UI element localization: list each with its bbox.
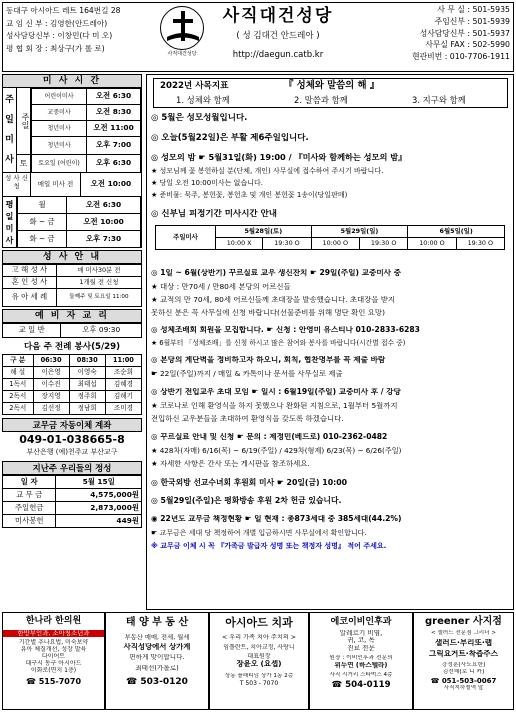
ad-ent-clinic <box>309 612 413 710</box>
ad-phone: ☎ 051-503-0067 <box>430 676 497 685</box>
mass-time: 오후 7:00 <box>87 137 141 155</box>
finance-value: 5월 15일 <box>56 476 142 489</box>
ad-name: 태 양 부 동 산 <box>125 617 189 628</box>
retreat-cell: 10:00 O <box>311 238 359 250</box>
sacrament-key: 유 아 세 례 <box>3 289 57 307</box>
left-column <box>2 74 142 610</box>
catechumen-value: 오후 09:30 <box>61 324 142 338</box>
retreat-head: 6월5일(일) <box>408 226 505 238</box>
service-cell: 이영숙 <box>69 367 105 379</box>
ad-line: 김선해(로 니 카) <box>442 669 485 676</box>
notice-item: ★ 당일 오전 10:00미사는 없습니다. <box>151 179 263 187</box>
service-title: 다음 주 전례 봉사(5/29) <box>23 342 121 352</box>
ad-line: 편하게 맞이합니다. <box>129 653 185 661</box>
ad-line: 임플란트, 치아교정, 사랑니 <box>223 644 295 652</box>
header-council: 평 협 회 장 : 최상구(가 롤 로) <box>6 43 105 53</box>
ad-line: 최태선(가롤로) <box>135 664 179 672</box>
sacrament-title: 성 사 안 내 <box>2 250 142 264</box>
notice-item: ◎ 성체조배회 회원을 모집합니다. ☛ 신청 : 안영미 유스티나 010-2833-6283 <box>151 326 420 334</box>
header-pastor: 교 임 신 부 : 김영한(안드레아) <box>6 18 108 28</box>
finance-key: 미사봉헌 <box>3 515 56 528</box>
ad-line: 다이어트 <box>41 653 66 661</box>
notice-item: ◉ 22년도 교무금 책정현황 ☛ 일 현재 : 총873세대 중 385세대(44.2%) <box>151 515 402 523</box>
service-cell: 해 설 <box>3 367 34 379</box>
ad-phone: ☎ 515-7070 <box>25 676 82 686</box>
finance-value: 2,873,000원 <box>56 502 142 515</box>
contact-assistant: 성사담당신부 : 501-5937 <box>419 28 510 38</box>
notice-item: ※ 교무금 이체 시 꼭 『가족금 발급자 성명 또는 책정자 성명』 적어 주세요. <box>151 542 387 550</box>
service-cell: 정남희 <box>69 403 105 415</box>
notice-item: ◎ 5월은 성모성월입니다. <box>151 113 248 123</box>
pastoral-theme-box <box>153 78 508 108</box>
theme-goal-3: 3. 지구와 함께 <box>412 95 466 105</box>
weekday-mass-label: 평 일 미 사 <box>3 196 17 247</box>
notice-item: ◎ 상반기 전입교우 초대 모임 ☛ 일시 : 6월19일(주일) 교중미사 후 / 강당 <box>151 388 401 396</box>
mass-who: 토요일 (어린이) <box>32 155 87 173</box>
ad-line: 대구시 동구 아시아드 <box>25 660 82 668</box>
ad-name: greener 사지점 <box>425 616 502 627</box>
finance-table <box>2 475 142 528</box>
service-cell: 2독서 <box>3 403 34 415</box>
retreat-cell: 19:30 O <box>456 238 504 250</box>
contact-office: 사 무 실 : 501-5935 <box>437 5 510 14</box>
catechumen-table <box>2 323 142 338</box>
notice-item: ★ 6월부터 「성체조배」를 신청 하시고 많은 참여와 봉사를 바랍니다(시간별 접수 중) <box>151 339 406 347</box>
service-table <box>2 354 142 415</box>
service-head: 06:30 <box>33 355 69 367</box>
service-cell: 김해기 <box>105 391 141 403</box>
catechumen-title: 예 비 자 교 리 <box>2 309 142 323</box>
sacrament-value: 둘째주 및 토요일 11:00 <box>56 289 141 307</box>
mass-who: 청년미사 <box>32 137 87 155</box>
service-cell: 조순희 <box>105 367 141 379</box>
header-address: 동대구 아시아드 레트 164번길 28 <box>6 6 121 15</box>
theme-year: 2022년 사목지표 <box>160 81 229 91</box>
mass-time: 오후 6:30 <box>87 155 141 173</box>
confession-when: 매일 미사 전 <box>31 172 81 196</box>
notice-item: ◎ 꾸르실료 안내 및 신청 ☛ 문의 : 제정민(베드로) 010-2362-0482 <box>151 433 388 441</box>
page-title: 사직대건성당 <box>222 6 334 26</box>
ad-line: 유아 체질개선, 성장 발육 <box>20 646 87 654</box>
notice-item: ◎ 오늘(5월22일)은 부활 제6주일입니다. <box>151 133 309 143</box>
ad-line: 사직지하철역 앞 <box>443 685 484 692</box>
service-cell: 최태섭 <box>69 379 105 391</box>
service-cell: 정주희 <box>69 391 105 403</box>
ad-line: 강정훈(사도요한) <box>441 662 486 669</box>
account-holder: 부산은행 (예)천주교 부산교구 <box>26 448 118 456</box>
service-head: 11:00 <box>105 355 141 367</box>
notice-item: ★ 428차(자매) 6/16(목) ~ 6/19(주일) / 429차(형제) 6/23(목) ~ 6/26(주일) <box>151 447 402 455</box>
service-cell: 1독서 <box>3 379 34 391</box>
mass-who: 어린이미사 <box>32 89 87 105</box>
notice-item: 전입하신 교우분들을 초대하여 환영식을 갖도록 하겠습니다. <box>151 415 344 423</box>
service-cell: 2독서 <box>3 391 34 403</box>
service-head: 08:30 <box>69 355 105 367</box>
logo-caption: 사직대건성당 <box>167 51 197 57</box>
contact-door-code: 현관비번 : 010-7706-1911 <box>412 52 510 62</box>
confession-label: 성 사 신 청 <box>3 172 31 196</box>
notice-item: ◎ 성모의 밤 ☛ 5월31일(화) 19:00 / 『미사와 함께하는 성모의 밤』 <box>151 153 407 162</box>
sacrament-key: 혼 인 성 사 <box>3 277 57 289</box>
weekday-day: 화 ~ 금 <box>18 214 67 231</box>
ad-line: 사직성당에서 상가계 <box>123 643 191 652</box>
ad-line: 기간별 추나요법, 미숙보약 <box>18 639 89 647</box>
notice-item: ◎ 5월29일(주일)은 평화방송 후원 2차 헌금 있습니다. <box>151 496 342 505</box>
finance-title: 지난주 우리들의 정성 <box>2 461 142 475</box>
notice-item: ☛ 22일(주일)까지 / 매일 & 카톡이나 문서를 사무실로 제출 <box>151 370 343 378</box>
notice-item: ★ 자세한 사항은 간사 또는 게시판을 참조하세요. <box>151 460 310 468</box>
ad-line: 진료 전문 <box>347 645 375 653</box>
theme-goal-2: 2. 말씀과 함께 <box>294 95 348 105</box>
notice-item: ◎ 신부님 피정기간 미사시간 안내 <box>151 209 277 219</box>
notice-item: ★ 교적의 만 70세, 80세 어르신들께 초대장을 발송했습니다. 초대장을 받지 <box>151 296 396 304</box>
notice-item: 못하신 분은 꼭 사무실에 신청 바랍니다(선물준비를 위해 명단 확인 요망) <box>151 309 385 317</box>
cross-icon <box>161 7 204 50</box>
retreat-label: 주일미사 <box>156 226 216 250</box>
account-number: 049-01-038665-8 <box>19 433 125 446</box>
notice-item: ★ 준비물: 묵주, 봉헌꽃, 봉헌초 및 개인 봉헌꽃 1송이(당일판매) <box>151 191 348 199</box>
ad-name: 에코이비인후과 <box>330 617 392 627</box>
catechumen-key: 교 일 반 <box>3 324 61 338</box>
weekday-mass-table <box>17 196 141 248</box>
service-head: 구 분 <box>3 355 34 367</box>
mass-time: 오전 8:30 <box>87 105 141 121</box>
notice-item: ★ 대상 : 만70세 / 만80세 본당의 어르신들 <box>151 283 291 291</box>
finance-key: 교 무 금 <box>3 489 56 502</box>
sunday-mass-label: 주 일 미 사 <box>3 88 17 172</box>
ad-phone: ☎ 503-0120 <box>126 677 188 688</box>
weekday-day: 월 <box>18 197 67 214</box>
sacrament-value: 1개월 전 신청 <box>56 277 141 289</box>
retreat-head: 5월28일(토) <box>216 226 312 238</box>
ad-line: 한방부인과, 소아청소년과 <box>3 630 104 638</box>
mass-who: 교중미사 <box>32 105 87 121</box>
ad-line: < 우리 가족 치아 주치의 > <box>222 633 296 641</box>
notice-item: ◎ 한국외방 선교수녀회 후원회 미사 ☛ 20일(금) 10:00 <box>151 478 348 487</box>
service-cell: 김혜경 <box>105 379 141 391</box>
ad-line: 알레르기 비염, <box>339 629 383 637</box>
ad-line: 대표원장 <box>247 653 271 661</box>
theme-title: 『 성체와 말씀의 해 』 <box>284 80 380 91</box>
mass-group-sunday: 주일 <box>17 88 31 154</box>
confession-time: 오전 10:00 <box>81 172 141 196</box>
ad-salad-shop <box>413 612 514 710</box>
ad-line: 장윤오 (요셉) <box>236 660 282 669</box>
sacrament-table <box>2 264 142 307</box>
mass-title: 미 사 시 간 <box>2 74 142 88</box>
page-subtitle: ( 성 김대건 안드레아 ) <box>236 31 320 41</box>
ad-line: 사직 시거리 스타벅스 4층 <box>329 671 393 678</box>
ad-oriental-clinic <box>2 612 105 710</box>
ad-line: 그릭요거트·착즙주스 <box>429 650 498 659</box>
ad-real-estate <box>105 612 209 710</box>
ad-phone: ☎ 504-0119 <box>331 680 391 691</box>
notice-item: ◎ 본당의 계단벽을 정비하고자 하오니, 회칙, 협찬명부를 꼭 제출 바람 <box>151 356 386 364</box>
ad-dental <box>209 612 309 710</box>
ad-line: 이화로(면지 1층) <box>30 667 77 675</box>
finance-key: 주일헌금 <box>3 502 56 515</box>
header-left-info <box>6 5 156 55</box>
header-assistant: 성사담당신부 : 이창민(다 미 오) <box>6 31 113 40</box>
service-cell: 이수진 <box>33 379 69 391</box>
ad-line: 샐러드·부리또·랩 <box>434 639 493 648</box>
contact-pastor: 주임신부 : 501-5939 <box>434 16 510 26</box>
mass-time: 오전 6:30 <box>87 89 141 105</box>
mass-times <box>2 88 142 248</box>
ad-line: 부동산 매매, 전세, 월세 <box>124 633 190 641</box>
service-cell: 장지영 <box>33 391 69 403</box>
ad-line: 원장 : 이비인후과 전문의 <box>329 654 393 661</box>
notice-item: ◎ 1일 ~ 6월(상반기) 꾸르실료 교우 생신잔치 ☛ 29일(주일) 교중미사 중 <box>151 269 401 277</box>
service-cell: 이은영 <box>33 367 69 379</box>
ad-phone: T 503 - 7070 <box>239 679 279 687</box>
church-logo <box>160 6 204 50</box>
mass-group-saturday: 토 <box>17 154 31 172</box>
service-cell: 김선정 <box>33 403 69 415</box>
notice-item: ★ 코로나로 인해 환영식을 하지 못했으나 완화된 지침으로, 1월부터 5월까지 <box>151 402 398 410</box>
main-column <box>146 74 514 610</box>
finance-key: 일 자 <box>3 476 56 489</box>
weekday-time: 오전 10:00 <box>67 214 141 231</box>
sacrament-key: 고 해 성 사 <box>3 265 57 277</box>
ad-name: 한나라 한의원 <box>25 616 82 626</box>
service-cell: 조미경 <box>105 403 141 415</box>
retreat-cell: 10:00 O <box>408 238 456 250</box>
retreat-cell: 19:30 O <box>359 238 407 250</box>
mass-time: 오전 11:00 <box>87 121 141 137</box>
retreat-cell: 10:00 X <box>216 238 263 250</box>
account-title: 교무금 자동이체 계좌 <box>2 418 142 432</box>
weekday-time: 오전 6:30 <box>67 197 141 214</box>
ad-line: 상동 플래티넘 상가 1동 2층 <box>224 673 294 680</box>
ad-line: < 셀러드 전문점 그리너 > <box>430 629 497 636</box>
notice-item: ☛ 교무금은 세대 당 책정하여 개별 입금하시면 사무실에서 확인합니다. <box>151 529 367 537</box>
website-link[interactable]: http://daegun.catb.kr <box>232 50 324 60</box>
contact-fax: 사무실 FAX : 502-5990 <box>425 40 510 50</box>
notice-item: ★ 성모님께 꽃 봉헌하실 분(단체, 개인) 사무실에 접수하여 주시기 바랍니다. <box>151 167 384 175</box>
theme-goal-1: 1. 성체와 함께 <box>176 95 230 105</box>
weekday-day: 화 ~ 금 <box>18 231 67 248</box>
ad-line: 위두연 (하스텔라) <box>334 661 388 669</box>
retreat-cell: 19:30 O <box>263 238 311 250</box>
sunday-mass-table <box>31 88 141 173</box>
weekday-time: 오후 7:30 <box>67 231 141 248</box>
sacrament-value: 매 미사30분 전 <box>56 265 141 277</box>
ad-name: 아시아드 치과 <box>225 616 293 629</box>
retreat-mass-table <box>155 225 505 250</box>
ad-line: 귀, 코, 목 <box>347 637 375 645</box>
finance-value: 449원 <box>56 515 142 528</box>
retreat-head: 5월29일(일) <box>311 226 408 238</box>
finance-value: 4,575,000원 <box>56 489 142 502</box>
header-contacts <box>350 4 510 63</box>
mass-who: 청년미사 <box>32 121 87 137</box>
